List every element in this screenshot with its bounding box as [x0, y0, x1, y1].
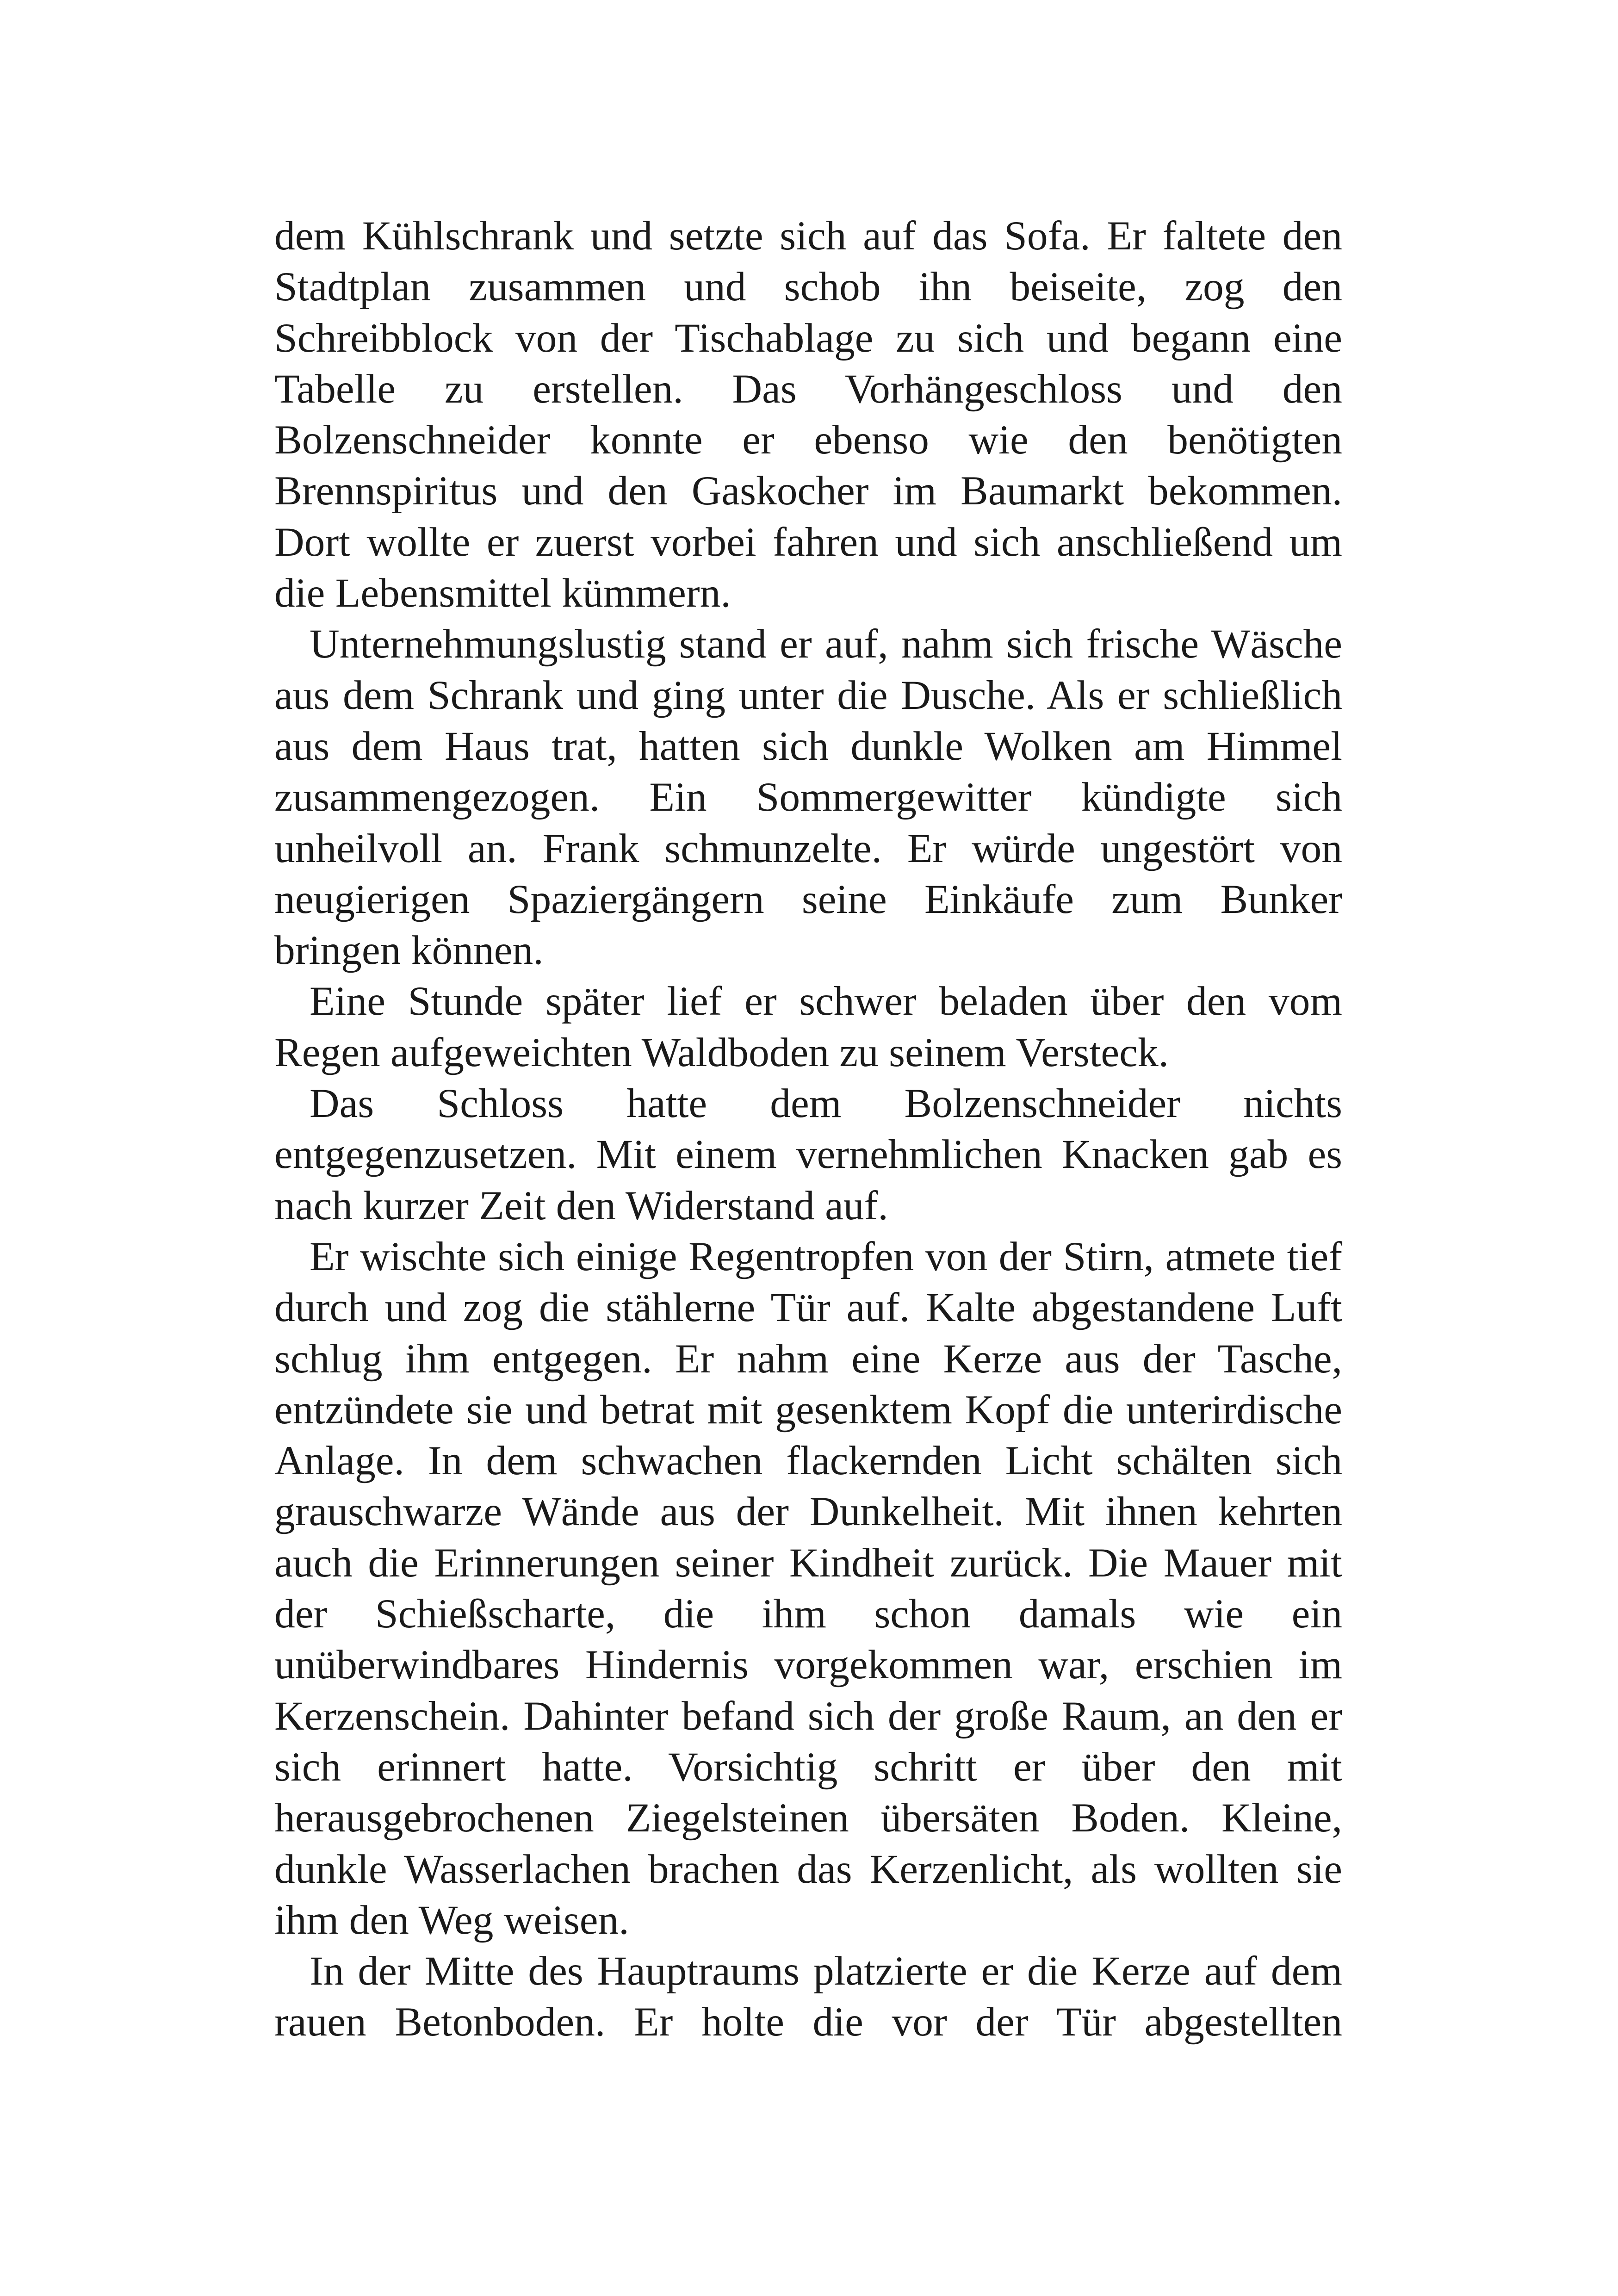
paragraph: Das Schloss hatte dem Bolzenschneider nichts entgegenzusetzen. Mit einem vernehmlichen Knacken gab es nach kurzer Zeit den Widerstand auf. — [274, 1080, 1342, 1229]
paragraph-continued: dem Kühlschrank und setzte sich auf das Sofa. Er faltete den Stadtplan zusammen und schob ihn beiseite, zog den Schreibblock von der Tischablage zu sich und begann eine Tabelle zu erstellen. Das Vorhängeschloss und den Bolzenschneider konnte er ebenso wie den benötigten Brennspiritus und den Gaskocher im Baumarkt bekommen. Dort wollte er zuerst vorbei fahren und sich anschließend um die Lebensmittel kümmern. — [274, 213, 1342, 616]
paragraph: Unternehmungslustig stand er auf, nahm sich frische Wäsche aus dem Schrank und ging unter die Dusche. Als er schließlich aus dem Haus trat, hatten sich dunkle Wolken am Himmel zusammengezogen. Ein Sommergewitter kündigte sich unheilvoll an. Frank schmunzelte. Er würde ungestört von neugierigen Spaziergängern seine Einkäufe zum Bunker bringen können. — [274, 621, 1342, 974]
body-text — [274, 211, 1342, 2048]
paragraph: Eine Stunde später lief er schwer beladen über den vom Regen aufgeweichten Waldboden zu seinem Versteck. — [274, 978, 1342, 1075]
paragraph-continues: In der Mitte des Hauptraums platzierte er die Kerze auf dem rauen Betonboden. Er holte die vor der Tür abgestellten — [274, 1948, 1342, 2045]
paragraph: Er wischte sich einige Regentropfen von der Stirn, atmete tief durch und zog die stählerne Tür auf. Kalte abgestandene Luft schlug ihm entgegen. Er nahm eine Kerze aus der Tasche, entzündete sie und betrat mit gesenktem Kopf die unterirdische Anlage. In dem schwachen flackernden Licht schälten sich grauschwarze Wände aus der Dunkelheit. Mit ihnen kehrten auch die Erinnerungen seiner Kindheit zurück. Die Mauer mit der Schießscharte, die ihm schon damals wie ein unüberwindbares Hindernis vorgekommen war, erschien im Kerzenschein. Dahinter befand sich der große Raum, an den er sich erinnert hatte. Vorsichtig schritt er über den mit herausgebrochenen Ziegelsteinen übersäten Boden. Kleine, dunkle Wasserlachen brachen das Kerzenlicht, als wollten sie ihm den Weg weisen. — [274, 1233, 1342, 1943]
